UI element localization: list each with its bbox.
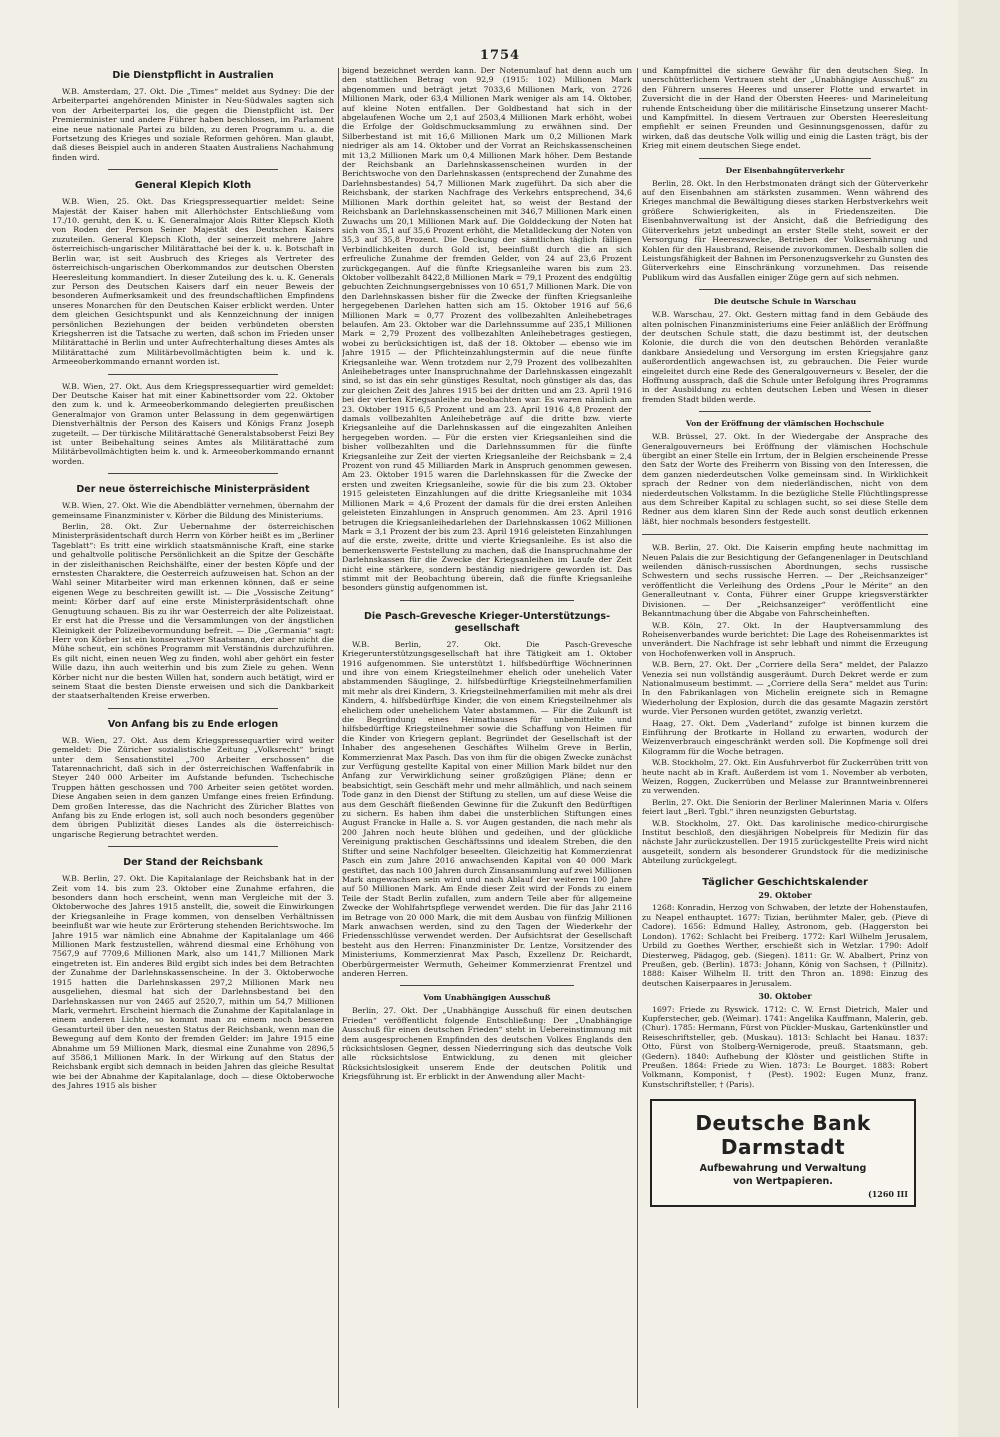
article-title: Der neue österreichische Ministerpräsident bbox=[76, 484, 310, 496]
article-title: Die Dienstpflicht in Australien bbox=[112, 70, 274, 81]
article-title: Die deutsche Schule in Warschau bbox=[713, 297, 857, 307]
article-paragraph: W.B. Berlin, 27. Okt. Die Kapitalanlage der Reichsbank hat in der Zeit vom 14. bis zum 23. Oktober eine Zunahme erfahren, die besonders dann hoch erscheint, wenn man Vergleiche mit der 3. Oktoberwoche des Jahres 1915 anstellt, die, soweit die Einwirkungen der Kriegsanleihe in Frage kommen, von denselben Verhältnissen beeinflußt war wie heute zur Erörterung stehenden Berichtswoche. Im Jahre 1915 war nämlich eine Abnahme der Kapitalanlage um 466 Millionen Mark festzustellen, während diesmal eine Erhöhung von 7567,9 auf 7709,6 Millionen Mark, also um 141,7 Millionen Mark eingetreten ist. Ein anderes Bild ergibt sich indes bei dem Betrachten der Zunahme der Darlehnskassenscheine. In der 3. Oktoberwoche 1915 hatten die Darlehnskassen 297,2 Millionen Mark neu ausgeliehen, diesmal hat sich der Darlehnsbestand bei den Darlehnskassen nur von 2465 auf 2520,7, mithin um 54,7 Millionen Mark, vermehrt. Erscheint hiernach die Zunahme der Kapitalanlage in einem anderen Lichte, so kommt man zu einem noch besseren Gesamturteil über den neuesten Status der Reichsbank, wenn man die Bewegung auf dem Konto der fremden Gelder: im Jahre 1915 eine Abnahme um 59 Millionen Mark, diesmal eine Zunahme von 2896,5 auf 3586,1 Millionen Mark. In der Wirkung auf den Status der Reichsbank ergibt sich demnach in beiden Jahren das gleiche Resultat wie bei der Abnahme der Kapitalanlage, doch — diese Oktoberwoche des Jahres 1915 als bisher bbox=[52, 874, 334, 1091]
divider bbox=[108, 708, 277, 709]
divider bbox=[108, 846, 277, 847]
article-title: Von Anfang bis zu Ende erlogen bbox=[107, 718, 279, 730]
ad-line: von Wertpapieren. bbox=[733, 1175, 833, 1187]
calendar-entry: 1268: Konradin, Herzog von Schwaben, der letzte der Hohenstaufen, zu Neapel enthauptet. 1677: Tizian, berühmter Maler, geb. (Pieve di Cadore). 1656: Edmund Halley, Astronom, geb. (Haggerston bei London). 1762: Schlacht bei Freiberg. 1772: Karl Wilhelm Jerusalem, Urbild zu Goethes Werther, erschießt sich in Wetzlar. 1790: Adolf Diesterweg, Pädagog, geb. (Siegen). 1811: Gr. W. Abalbert, Prinz von Preußen, geb. (Berlin). 1873: Johann, König von Sachsen, † (Pillnitz). 1888: Kaiser Wilhelm II. tritt den Thron an. 1898: Einzug des deutschen Kaiserpaares in Jerusalem. bbox=[642, 903, 928, 988]
news-item: W.B. Köln, 27. Okt. In der Hauptversammlung des Roheisenverbandes wurde berichtet: Die Lage des Roheisenmarktes ist unverändert. Die Nachfrage ist sehr lebhaft und nimmt die Erzeugung von Hochofenwerken voll in Anspruch. bbox=[642, 620, 928, 658]
calendar-date: 29. Oktober bbox=[758, 890, 812, 901]
article-paragraph: W.B. Wien, 27. Okt. Wie die Abendblätter vernehmen, übernahm der gemeinsame Finanzminister v. Körber die Bildung des Ministeriums. bbox=[52, 501, 334, 520]
divider bbox=[699, 158, 871, 159]
article-paragraph: Berlin, 28. Okt. Zur Uebernahme der österreichischen Ministerpräsidentschaft durch Herrn von Körber heißt es im „Berliner Tageblatt“: Es tritt eine wirklich staatsmännische Kraft, eine starke und gehaltvolle politische Persönlichkeit an die Spitze der Geschäfte in der zisleithanischen Reichshälfte, einer der besten Köpfe und der ernstesten Charaktere, die Oesterreich aufzuweisen hat. Schon an der Wahl seiner Mitarbeiter wird man erkennen können, daß er seine eigenen Wege zu beschreiten gewillt ist. — Die „Vossische Zeitung“ meint: Körber darf auf eine erste Ministerpräsidentschaft ohne Genugtuung schauen. Bis zu ihr war Oesterreich der alte Polizeistaat. Er erst hat die Presse und die Versammlungen von der ängstlichen Kleinigkeit der Polizeibevormundung befreit. — Die „Germania“ sagt: Herr von Körber ist ein konservativer Staatsmann, der aber nicht die Mühe scheut, ein schönes Programm mit Verständnis durchzuführen. Es gilt nicht, einen neuen Weg zu finden, wohl aber gehört ein fester Wille dazu, ihn auch weiterhin und bis zum Ziele zu gehen. Wenn Körber nicht nur die besten Willen hat, sondern auch betätigt, wird er seinem Staat die besten Dienste erweisen und sich die Dankbarkeit der staatserhaltenden Kreise erwerben. bbox=[52, 522, 334, 701]
ad-code: (1260 III bbox=[867, 1189, 908, 1199]
article-paragraph: W.B. Amsterdam, 27. Okt. Die „Times“ meldet aus Sydney: Die der Arbeiterpartei angehörenden Minister in Neu-Südwales sagten sich von der Arbeiterpartei los, die gegen die Dienstpflicht ist. Der Premierminister und andere Führer haben beschlossen, im Parlament eine neue nationale Partei zu bilden, zu deren Programm u. a. die Fortsetzung des Krieges und soziale Reformen gehören. Man glaubt, daß dieses Beispiel auch in anderen Staaten Australiens Nachahmung finden wird. bbox=[52, 87, 334, 162]
article-paragraph: W.B. Warschau, 27. Okt. Gestern mittag fand in dem Gebäude des alten polnischen Finanzministeriums eine Feier anläßlich der Eröffnung der deutschen Schule statt, die dazu bestimmt ist, der deutschen Kolonie, die durch die von den deutschen Behörden veranlaßte dankbare Ansiedelung und Versorgung im ersten Kriegsjahre ganz außerordentlich angewachsen ist, zu gebrauchen. Die Feier wurde eingeleitet durch eine Rede des Generalgouverneurs v. Beseler, der die Hoffnung aussprach, daß die Schule unter Befolgung ihres Programms in der Ausbildung zu echten deutschen Leben und Wesen in dieser fremden Stadt bilden werde. bbox=[642, 310, 928, 404]
column-1 bbox=[52, 66, 334, 1411]
article-paragraph: und Kampfmittel die sichere Gewähr für den deutschen Sieg. In unerschütterlichem Vertrauen steht der „Unabhängige Ausschuß“ zu den Führern unseres Heeres und unserer Flotte und erwartet in Zuversicht die in der Hand der Obersten Heeres- und Marineleitung ruhende Entscheidung über die militärische Einsetzung unserer Macht- und Kampfmittel. In diesem Vertrauen zur Obersten Heeresleitung empfiehlt er seinen Freunden und Gesinnungsgenossen, dafür zu wirken, daß das deutsche Volk willig und einig die Lasten trägt, bis der Krieg mit einem deutschen Siege endet. bbox=[642, 66, 928, 151]
column-2 bbox=[342, 66, 632, 1411]
article-paragraph: W.B. Wien, 27. Okt. Aus dem Kriegspressequartier wird gemeldet: Der Deutsche Kaiser hat mit einer Kabinettsorder vom 22. Oktober den zum k. und k. Armeeoberkommando delegierten preußischen Generalmajor von Gramon unter Belassung in dem gegenwärtigen Dienstverhältnis der Person des Kaisers und Königs Franz Joseph zugeteilt. — Der türkische Militärattaché Generalstabsoberst Feizi Bey ist unter Beibehaltung seines Amtes als Militärattaché zum Militärbevollmächtigten beim k. und k. Armeeoberkommando ernannt worden. bbox=[52, 381, 334, 466]
article-title: Der Stand der Reichsbank bbox=[123, 857, 263, 869]
news-item: W.B. Stockholm, 27. Okt. Das karolinische medico-chirurgische Institut beschloß, den diesjährigen Nobelpreis für Medizin für das nächste Jahr zurückzustellen. Der 1915 zurückgestellte Preis wird nicht ausgeteilt, sondern als besonderer Grundstock für die medizinische Abteilung zurückgelegt. bbox=[642, 818, 928, 866]
news-item: Berlin, 27. Okt. Die Seniorin der Berliner Malerinnen Maria v. Olfers feiert laut „Berl. Tgbl.“ ihren neunzigsten Geburtstag. bbox=[642, 797, 928, 817]
news-item: W.B. Berlin, 27. Okt. Die Kaiserin empfing heute nachmittag im Neuen Palais die zur Besichtigung der Gefangenenlager in Deutschland weilenden dänisch-russischen Abordnungen, sechs russische Schwestern und sechs russische Herren. — Der „Reichsanzeiger“ veröffentlicht die Verleihung des Ordens „Pour le Mérite“ an den Generalleutnant v. Conta, Führer einer Gruppe kriegsverstärkter Divisionen. — Der „Reichsanzeiger“ veröffentlicht eine Bekanntmachung über die Abgabe von Fahrscheinheften. bbox=[642, 543, 928, 619]
divider bbox=[400, 600, 574, 601]
column-rule bbox=[338, 68, 339, 1408]
article-title: Der Eisenbahngüterverkehr bbox=[725, 165, 845, 175]
article-title: Von der Eröffnung der vlämischen Hochschule bbox=[685, 419, 885, 429]
news-item: Haag, 27. Okt. Dem „Vaderland“ zufolge ist binnen kurzem die Einführung der Brotkarte in Holland zu erwarten, wodurch der Weizenverbrauch eingeschränkt werden soll. Die Kopfmenge soll drei Kilogramm für die Woche betragen. bbox=[642, 718, 928, 756]
article-title: Vom Unabhängigen Ausschuß bbox=[423, 993, 551, 1003]
column-3 bbox=[642, 66, 928, 1411]
bank-advertisement bbox=[650, 1099, 916, 1207]
ad-line: Aufbewahrung und Verwaltung bbox=[699, 1163, 867, 1175]
divider bbox=[108, 473, 277, 474]
article-paragraph: W.B. Wien, 25. Okt. Das Kriegspressequartier meldet: Seine Majestät der Kaiser haben mit Allerhöchster Entschließung vom 17./10. geruht, den K. u. K. Generalmajor Alois Ritter Klepsch Kloth von Roden der Person Seiner Majestät des Deutschen Kaisers zuzuteilen. General Klepsch Kloth, der seinerzeit mehrere Jahre österreichisch-ungarischer Militärattaché bei der k. u. k. Botschaft in Berlin war, ist seit Ausbruch des Krieges als Vertreter des österreichisch-ungarischen Oberkommandos zur deutschen Obersten Heeresleitung kommandiert. In dieser Zuteilung des k. u. K. Generals zur Person des Deutschen Kaisers darf ein neuer Beweis der besonderen Aufmerksamkeit und des freundschaftlichen Empfindens unseres Monarchen für den Deutschen Kaiser erblickt werden. Unter dem gleichen Gesichtspunkt und als Kennzeichnung der innigen persönlichen Beziehungen der beiden verbündeten obersten Kriegsherren ist die Tatsache zu werten, daß schon im Frieden unser Militärattaché in Berlin und unter Aufrechterhaltung dieses Amtes als Militärattaché zum Militärbevollmächtigten beim k. und k. Armeeoberkommando ernannt worden ist. bbox=[52, 197, 334, 367]
article-paragraph: bigend bezeichnet werden kann. Der Notenumlauf hat denn auch um den stattlichen Betrag von 92,9 (1915: 102) Millionen Mark abgenommen und beträgt jetzt 7033,6 Millionen Mark, von 2726 Millionen Mark, oder 63,4 Millionen Mark weniger als am 14. Oktober, auf kleine Noten entfallen. Der Goldbestand hat sich in der abgelaufenen Woche um 2,1 auf 2503,4 Millionen Mark erhöht, wobei die Erfolge der Goldschmucksammlung zu erwähnen sind. Der Silberbestand ist mit 16,6 Millionen Mark um 0,2 Millionen Mark niedriger als am 14. Oktober und der Vorrat an Reichskassenscheinen mit 13,2 Millionen Mark um 0,4 Millionen Mark höher. Dem Bestande der Reichsbank an Darlehnskassenscheinen wurden in der Berichtswoche von den Darlehnskassen (entsprechend der Zunahme des Darlehnsbestandes) 54,7 Millionen Mark zugeführt. Da sich aber die Reichsbank, der starken Nachfrage des Verkehrs entsprechend, 34,6 Millionen Mark dorthin geleitet hat, so weist der Bestand der Reichsbank an Darlehnskassenscheinen mit 346,7 Millionen Mark einen Zuwachs um 20,1 Millionen Mark auf. Die Golddeckung der Noten hat sich von 35,1 auf 35,6 Prozent erhöht, die Metalldeckung der Noten von 35,3 auf 35,8 Prozent. Die Deckung der sämtlichen täglich fälligen Verbindlichkeiten durch Gold ist, beeinflußt durch die an sich erfreuliche Zunahme der fremden Gelder, von 24 auf 23,6 Prozent zurückgegangen. Auf die fünfte Kriegsanleihe waren bis zum 23. Oktober vollbezahlt 8422,8 Millionen Mark = 79,1 Prozent des endgültig gebuchten Zeichnungsergebnisses von 10 651,7 Millionen Mark. Die von den Darlehnskassen bisher für die Zwecke der fünften Kriegsanleihe hergegebenen Darlehen hatten sich am 15. Oktober 1916 auf 56,6 Millionen Mark = 0,77 Prozent des vollbezahlten Anleihebetrages belaufen. Am 23. Oktober war die Darlehnssumme auf 235,1 Millionen Mark = 2,79 Prozent des vollbezahlten Anleihebetrages gestiegen, wobei zu berücksichtigen ist, daß der 18. Oktober — ebenso wie im Jahre 1915 — der Pflichteinzahlungstermin auf die neue fünfte Kriegsanleihe war. Wenn trotzdem nur 2,79 Prozent des vollbezahlten Anleihebetrages unter Inanspruchnahme der Darlehnskassen eingezahlt sind, so ist das ein sehr günstiges Resultat, noch günstiger als das, das zur gleichen Zeit des Jahres 1915 bei der dritten und am 23. April 1916 bei der vierten Kriegsanleihe zu beobachten war. Es waren nämlich am 23. Oktober 1915 6,5 Prozent und am 23. April 1916 4,8 Prozent der damals vollbezahlten Anleihebeträge auf die dritte bzw. vierte Kriegsanleihe auf die Darlehnskassen auf die eingezahlten Anleihen hergegeben worden. — Für die ersten vier Kriegsanleihen sind die bisher vollbezahlten und die Darlehnssummen für die fünfte Kriegsanleihe zur Zeit der vierten Kriegsanleihe der Reichsbank = 2,4 Prozent von rund 45 Milliarden Mark in Anspruch genommen gewesen. Am 23. Oktober 1915 waren die Darlehnskassen für die Zwecke der ersten und zweiten Kriegsanleihe, sowie für die bis zum 23. Oktober 1915 geleisteten Einzahlungen auf die dritte Kriegsanleihe mit 1034 Millionen Mark = 4,6 Prozent der damals für die drei ersten Anleihen geleisteten Einzahlungen in Anspruch genommen. Am 23. April 1916 betrugen die Kriegsanleihedarlehen der Darlehnskassen 1062 Millionen Mark = 3,1 Prozent der bis zum 23. April 1916 geleisteten Einzahlungen auf die erste, zweite, dritte und vierte Kriegsanleihe. Es ist also die bemerkenswerte Feststellung zu machen, daß die Inanspruchnahme der Darlehnskassen für die Zwecke der Kriegsanleihen im Laufe der Zeit nicht eine stärkere, sondern beständig niedrigere geworden ist. Das stimmt mit der Beobachtung überein, daß die fünfte Kriegsanleihe besonders günstig aufgenommen ist. bbox=[342, 66, 632, 593]
ad-title: Deutsche Bank Darmstadt bbox=[695, 1111, 871, 1160]
news-item: W.B. Stockholm, 27. Okt. Ein Ausfuhrverbot für Zuckerrüben tritt von heute nacht ab in Kraft. Außerdem ist vom 1. November ab verboten, Weizen, Roggen, Zuckerrüben und Melasse zur Branntweinbrennerei zu verwenden. bbox=[642, 758, 928, 796]
article-title: General Klepich Kloth bbox=[134, 180, 252, 192]
article-paragraph: Berlin, 28. Okt. In den Herbstmonaten drängt sich der Güterverkehr auf den Eisenbahnen am stärksten zusammen. Wenn während des Krieges manchmal die Bewältigung dieses starken Herbstverkehrs weit größere Schwierigkeiten, als in Friedenszeiten. Die Eisenbahnverwaltung ist der Ansicht, daß die Befriedigung des Güterverkehrs jetzt unbedingt an erster Stelle steht, soweit er der Versorgung für Heereszwecke, Betrieben der Volksernährung und Kohlen für den Hausbrand, Reisende zuvorkommen. Deshalb sollen die Leistungsfähigkeit der Bahnen im Personenzugsverkehr zu Gunsten des Güterverkehrs eine Einschränkung vorzunehmen. Das reisende Publikum wird das Ausfallen einiger Züge gern auf sich nehmen. bbox=[642, 178, 928, 282]
column-rule bbox=[637, 68, 638, 1408]
divider bbox=[699, 289, 871, 290]
calendar-title: Täglicher Geschichtskalender bbox=[702, 876, 868, 888]
calendar-entry: 1697: Friede zu Ryswick. 1712: C. W. Ernst Dietrich, Maler und Kupferstecher, geb. (Weimar). 1741: Angelika Kauffmann, Malerin, geb. (Chur). 1785: Hermann, Fürst von Pückler-Muskau, Gartenkünstler und Reiseschriftsteller, geb. (Muskau). 1813: Schlacht bei Hanau. 1837: Otto, Fürst von Stolberg-Wernigerode, preuß. Staatsmann, geb. (Gedern). 1840: Aufhebung der Klöster und geistlichen Stifte in Preußen. 1864: Friede zu Wien. 1873: Le Bourget. 1883: Robert Volkmann, Komponist, † (Pest). 1902: Eugen Munz, franz. Kunstschriftsteller, † (Paris). bbox=[642, 1004, 928, 1089]
divider bbox=[108, 374, 277, 375]
article-paragraph: W.B. Wien, 27. Okt. Aus dem Kriegspressequartier wird weiter gemeldet: Die Züricher sozialistische Zeitung „Volksrecht“ bringt unter dem Sensationstitel „700 Arbeiter erschossen“ die Tatarennachricht, daß sich in der österreichischen Waffenfabrik in Steyer 240 000 Arbeiter im Aufstande befunden. Tschechische Truppen hätten geschossen und 700 Arbeiter seien getötet worden. Diese Angaben seien in dem ganzen Umfange eines freien Erfindung. Dem großen Interesse, das die Nachricht des Züricher Blattes von Anfang bis zu Ende erlogen ist, soll auch noch besonders gegenüber dem übrigen Publizität dieses Landes als die österreichisch-ungarische Regierung betrachtet werden. bbox=[52, 735, 334, 839]
article-paragraph: W.B. Brüssel, 27. Okt. In der Wiedergabe der Ansprache des Generalgouverneurs bei Eröffnung der vlämischen Hochschule übergibt an einer Stelle ein Irrtum, der in Belgien erscheinende Presse den Satz der Worte des Freiherrn von Bissing von den Interessen, die dem ganzen niederdeutschen Volke gemeinsam sind. In Wirklichkeit sprach der Redner von dem niederländischen, nicht von dem niederdeutschen Volkstamm. In die bezügliche Stelle Flüchtlingspresse aus dem Schreiber Kapital zu schlagen sucht, so sei diese Stelle dem Redner aus dem klaren Sinn der Rede auch sonst deutlich erkennen läßt, hier nochmals besonders festgestellt. bbox=[642, 432, 928, 526]
page-number: 1754 bbox=[479, 48, 521, 63]
news-item: W.B. Bern, 27. Okt. Der „Corriere della Sera“ meldet, der Palazzo Venezia sei nun vollständig ausgeräumt. Durch Dekret werde er zum Nationalmuseum bestimmt. — „Corriere della Sera“ meldet aus Turin: In den Fabrikanlagen von Michelin ereignete sich in Remagne Wiederholung der Explosion, durch die das gesamte Magazin zerstört wurde. Vier Personen wurden getötet, zwanzig verletzt. bbox=[642, 660, 928, 717]
divider bbox=[400, 985, 574, 986]
article-paragraph: W.B. Berlin, 27. Okt. Die Pasch-Grevesche Kriegerunterstützungsgesellschaft hat ihre Tätigkeit am 1. Oktober 1916 aufgenommen. Sie unterstützt 1. hilfsbedürftige Wöchnerinnen und ihre von einem Kriegsteilnehmer ehelich oder unehelich Vater abstammenden Säuglinge, 2. hilfsbedürftige Kriegsteilnehmerfamilien mit mehr als drei Kindern, 3. Kriegsteilnehmerfamilien mit mehr als drei Kindern, 4. hilfsbedürftige Kinder, die von einem Kriegsteilnehmer als ehelichem oder unehelichem Vater abstammen. — Für die Zukunft ist die Begründung eines Heimathauses für unbemittelte und hilfsbedürftige Kriegsteilnehmer sowie die Schaffung von Heimen für die Kinder von Kriegern geplant. Begründet der Gesellschaft ist der Inhaber des angesehenen Geschäftes Wilhelm Greve in Berlin, Kommerzienrat Max Pasch. Das von ihm für die obigen Zwecke zunächst zur Verfügung gestellte Kapital von einer Million Mark bildet nur den Anfang zur Verwirklichung seiner großzügigen Pläne; denn er beabsichtigt, sein Geschäft mehr und mehr allmählich, und nach seinem Tode ganz in den Dienst der Stiftung zu stellen, um auf diese Weise die aus dem Geschäft fließenden Gewinne für die Zukunft den Bedürftigen zu sichern. Es haben ihm dabei die unsterblichen Stiftungen eines August Francke in Halle a. S. vor Augen gestanden, die nach mehr als 200 Jahren noch heute blühen und gedeihen, und der glückliche Vereinigung praktischen Geschäftssinns und idealem Streben, die den Stifter und seine Nachfolger beseelten. Gleichzeitig hat Kommerzienrat Pasch ein zum Jahre 2016 anwachsenden Kapital von 40 000 Mark gestiftet, das nach 100 Jahren durch Zinsansammlung auf zwei Millionen Mark angewachsen sein wird und nach Ablauf der weiteren 100 Jahre auf 50 Millionen Mark. Am Ende dieser Zeit wird der Fonds zu einem Teile der Stadt Berlin zufallen, zum andern Teile aber für allgemeine Zwecke der Wohlfahrtspflege verwendet werden. Die für das Jahr 2116 im Betrage von 20 000 Mark, die mit dem Ausbau von fünfzig Millionen Mark anwachsen werden, sind zu den Tagen der Wiederkehr der Friedensschlüsse verwendet werden. Der Aufsichtsrat der Gesellschaft besteht aus den Herren: Finanzminister Dr. Lentze, Vorsitzender des Ministeriums, Kommerzienrat Max Pasch, Exzellenz Dr. Reichardt, Oberbürgermeister Wermuth, Geheimer Kommerzienrat Frentzel und anderen Herren. bbox=[342, 639, 632, 978]
page-margin bbox=[958, 0, 1000, 1437]
calendar-date: 30. Oktober bbox=[758, 991, 812, 1002]
article-title: Die Pasch-Grevesche Krieger-Unterstützungs-gesellschaft bbox=[363, 610, 611, 634]
divider bbox=[642, 534, 928, 535]
article-paragraph: Berlin, 27. Okt. Der „Unabhängige Ausschuß für einen deutschen Frieden“ veröffentlicht folgende Entschließung: Der „Unabhängige Ausschuß für einen deutschen Frieden“ steht in Uebereinstimmung mit dem ausgesprochenen Empfinden des deutschen Volkes Englands den rücksichtslosen Gegner, dessen Niederringung sich das deutsche Volk alle rücksichtslose Entwicklung, zu denen mit gleicher Rücksichtslosigkeit unserem Ende der deutschen Politik und Kriegsführung ist. Er erblickt in der Anwendung aller Macht- bbox=[342, 1006, 632, 1082]
divider bbox=[699, 411, 871, 412]
divider bbox=[108, 169, 277, 170]
